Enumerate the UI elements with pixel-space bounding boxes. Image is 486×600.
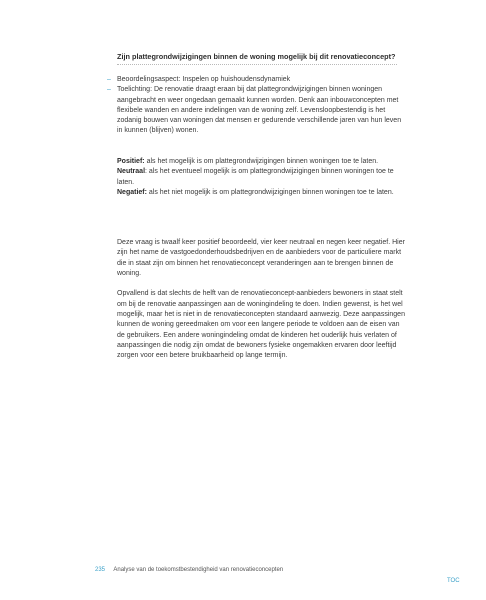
criteria-item-text: Toelichting: De renovatie draagt eraan bij dat plattegrondwijzigingen binnen woningen aangebracht en weer ongedaan gemaakt kunnen worden. Denk aan inbouwconcepten met flexibele wanden en andere indelingen van de woning zelf. Levensloopbestendig is het zodanig bouwen van woningen dat mensen er gedurende verschillende jaren van hun leven in kunnen (blijven) wonen. <box>117 86 402 135</box>
rating-label: Neutraal <box>117 168 146 176</box>
paragraph: Opvallend is dat slechts de helft van de renovatieconcept-aanbieders bewoners in staat stelt om bij de renovatie aanpassingen aan de woningindeling te doen. Indien gewenst, is het wel mogelijk, maar het is niet in de renovatieconcepten standaard aanwezig. Deze aanpassingen kunnen de woning gereedmaken om voor een langere periode te voldoen aan de eisen van de gebruikers. Een andere woningindeling omdat de kinderen het ouderlijk huis verlaten of aanpassingen die nodig zijn omdat de bewoners fysieke ongemakken ervaren door leeftijd zorgen voor een betere bruikbaarheid op lange termijn. <box>117 290 405 360</box>
page-number: 235 <box>95 567 106 573</box>
rating-definitions <box>117 157 407 198</box>
page-footer <box>95 567 283 573</box>
rating-negative <box>117 188 407 198</box>
analysis-text <box>117 238 407 372</box>
dash-bullet: – <box>107 76 111 83</box>
toc-link[interactable]: TOC <box>447 578 460 584</box>
rating-text: : als het eventueel mogelijk is om plattegrondwijzigingen binnen woningen toe te laten. <box>117 168 394 186</box>
rating-text: als het mogelijk is om plattegrondwijzigingen binnen woningen toe te laten. <box>144 158 379 165</box>
question-heading: Zijn plattegrondwijzigingen binnen de woning mogelijk bij dit renovatieconcept? <box>117 52 396 61</box>
dash-bullet: – <box>107 86 111 94</box>
criteria-item-explanation <box>107 85 407 136</box>
rating-label: Negatief: <box>117 188 147 196</box>
rating-positive <box>117 157 407 167</box>
running-title: Analyse van de toekomstbestendigheid van renovatieconcepten <box>113 567 284 573</box>
criteria-list <box>107 75 407 137</box>
criteria-item-text: Beoordelingsaspect: Inspelen op huishoudensdynamiek <box>117 76 291 83</box>
rating-label: Positief: <box>117 158 145 165</box>
criteria-item-aspect <box>107 75 407 85</box>
rating-text: als het niet mogelijk is om plattegrondwijzigingen binnen woningen toe te laten. <box>146 188 394 196</box>
rating-neutral <box>117 167 407 188</box>
dotted-divider <box>117 64 397 65</box>
paragraph: Deze vraag is twaalf keer positief beoordeeld, vier keer neutraal en negen keer negatief. Hier zijn het name de vastgoedonderhoudsbedrijven en de aanbieders voor de particuliere markt die in staat zijn om binnen het renovatieconcept veranderingen aan te brengen binnen de woning. <box>117 239 405 277</box>
